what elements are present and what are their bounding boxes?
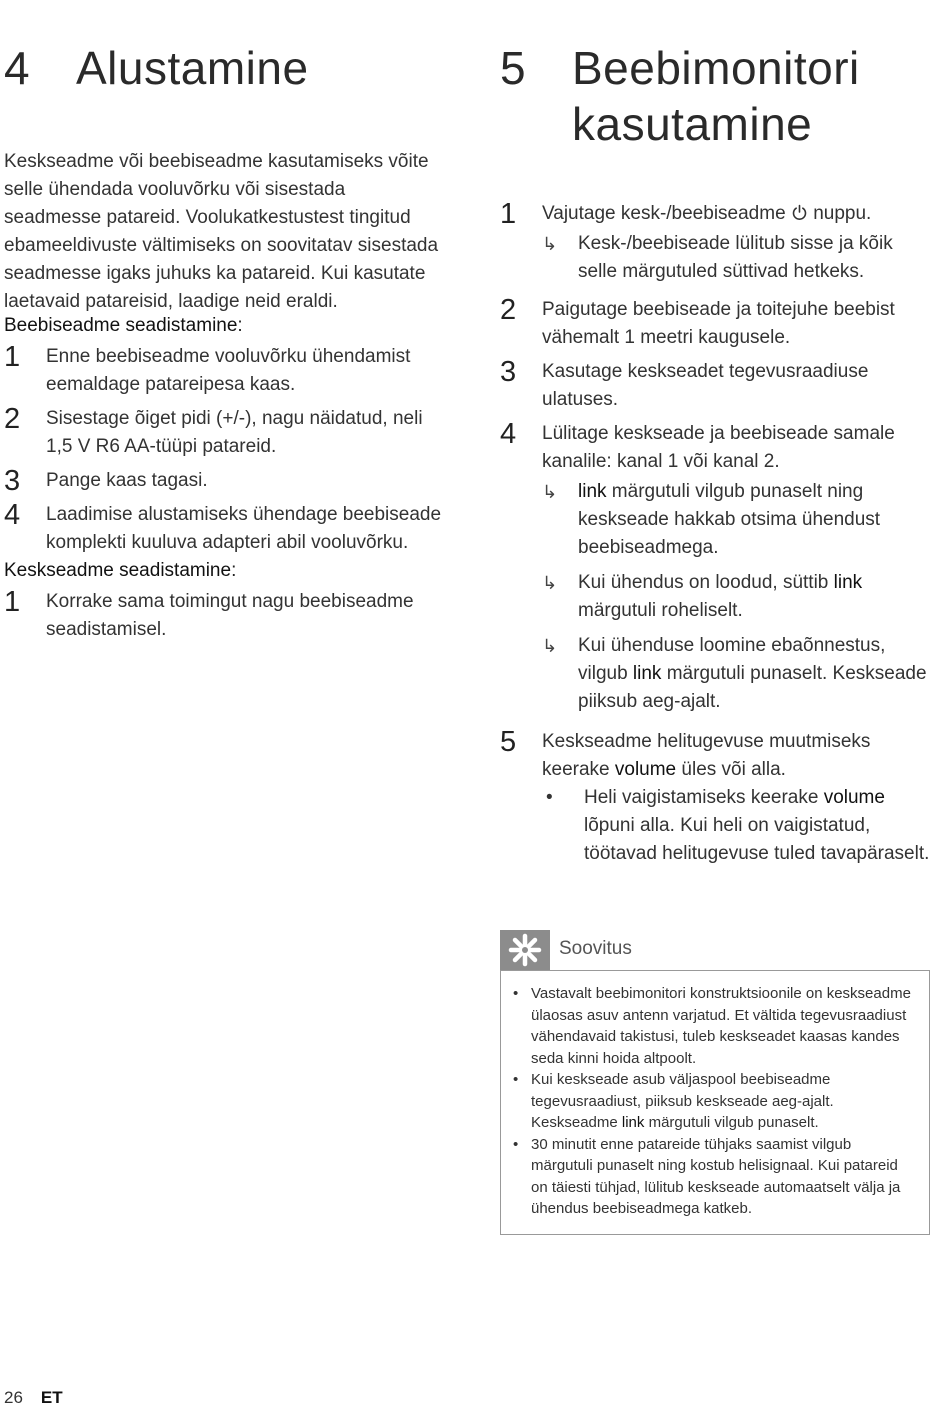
step-item <box>500 728 930 868</box>
bullet-dot: • <box>513 1071 519 1088</box>
asterisk-icon <box>500 930 550 970</box>
tip-item <box>511 983 913 1069</box>
step-item <box>4 467 449 495</box>
step-item <box>500 296 930 352</box>
tip-title: Soovitus <box>559 938 632 959</box>
step-result <box>542 632 930 716</box>
step-item <box>4 343 449 399</box>
step-result <box>542 569 930 625</box>
step-item <box>500 420 930 716</box>
parent-setup-heading-text: Keskseadme seadistamine <box>4 560 232 581</box>
section-title: Alustamine <box>76 42 309 94</box>
usage-steps <box>500 200 930 868</box>
tip-body <box>500 970 930 1235</box>
language-code: ET <box>40 1388 63 1407</box>
step-text: Kasutage keskseadet tegevusraadiuse ulatuses. <box>542 361 869 410</box>
section-title: Beebimonitori kasutamine <box>572 42 860 150</box>
step-text: Vajutage kesk-/beebiseadme <box>542 203 791 224</box>
baby-setup-heading-text: Beebiseadme seadistamine <box>4 315 238 336</box>
result-arrow-icon: ↳ <box>542 234 558 254</box>
tip-text: märgutuli vilgub punaselt. <box>644 1114 819 1131</box>
step-text: Pange kaas tagasi. <box>46 470 208 491</box>
step-number: 5 <box>500 726 517 758</box>
tip-item <box>511 1069 913 1134</box>
intro-paragraph: Keskseadme või beebiseadme kasutamiseks võite selle ühendada vooluvõrku või sisestada seadmesse patareid. Voolukatkestustest tingitud ebameeldivuste vältimiseks on soovitatav sisestada seadmesse igaks juhuks ka patareid. Kui kasutate laetavaid patareisid, laadige neid eraldi. <box>4 151 439 312</box>
step-number: 1 <box>4 586 21 618</box>
step-number: 2 <box>4 403 21 435</box>
link-label: link <box>833 572 863 593</box>
link-label: link <box>578 481 607 502</box>
result-text: Kui ühenduse loomine ebaõnnestus, vilgub <box>578 635 886 684</box>
tip-item <box>511 1134 913 1220</box>
result-text: märgutuli roheliselt. <box>578 600 743 621</box>
bullet-dot: • <box>546 787 553 808</box>
step-text: Keskseadme helitugevuse muutmiseks keerake <box>542 731 871 780</box>
step-result <box>542 230 930 286</box>
step-number: 4 <box>500 418 517 450</box>
result-arrow-icon: ↳ <box>542 636 558 656</box>
page-number: 26 <box>4 1388 23 1407</box>
step-number: 2 <box>500 294 517 326</box>
result-text: Kui ühendus on loodud, süttib <box>578 572 834 593</box>
section-number: 4 <box>4 42 31 94</box>
tip-header <box>500 930 930 970</box>
usage-instructions <box>500 200 930 868</box>
step-text: nuppu. <box>807 203 872 224</box>
parent-setup-heading <box>4 557 449 585</box>
step-item <box>4 405 449 461</box>
step-number: 1 <box>4 341 21 373</box>
heading-colon: : <box>231 560 237 581</box>
section-number: 5 <box>500 42 527 94</box>
result-text: märgutuli vilgub punaselt ning keskseade hakkab otsima ühendust beebiseadmega. <box>578 481 881 558</box>
tip-text: Kui keskseade asub väljaspool beebiseadme tegevusraadiust, piiksub keskseade aeg-ajalt. Keskseadme <box>531 1071 834 1131</box>
result-arrow-icon: ↳ <box>542 573 558 593</box>
setup-instructions <box>4 312 449 644</box>
step-number: 1 <box>500 198 517 230</box>
step-text: Sisestage õiget pidi (+/-), nagu näidatud, neli 1,5 V R6 AA-tüüpi patareid. <box>46 408 423 457</box>
step-text: Lülitage keskseade ja beebiseade samale kanalile: kanal 1 või kanal 2. <box>542 423 895 472</box>
step-text: Laadimise alustamiseks ühendage beebiseade komplekti kuuluva adapteri abil vooluvõrku. <box>46 504 442 553</box>
step-item <box>4 588 449 644</box>
result-text: märgutuli punaselt. Keskseade piiksub aeg-ajalt. <box>578 663 927 712</box>
link-label: link <box>621 1114 645 1131</box>
tip-text: 30 minutit enne patareide tühjaks saamist vilgub märgutuli punaselt ning kostub helisignaal. Kui patareid on täiesti tühjad, lülitub keskseade automaatselt välja ja ühendus beebiseadmega katkeb. <box>531 1135 901 1217</box>
step-text: Paigutage beebiseade ja toitejuhe beebist vähemalt 1 meetri kaugusele. <box>542 299 895 348</box>
step-item <box>4 501 449 557</box>
step-bullet <box>542 784 930 868</box>
result-text: Kesk-/beebiseade lülitub sisse ja kõik selle märgutuled süttivad hetkeks. <box>578 233 893 282</box>
volume-label: volume <box>823 787 885 808</box>
bullet-dot: • <box>513 985 519 1002</box>
parent-setup-steps <box>4 588 449 644</box>
step-number: 4 <box>4 499 21 531</box>
result-arrow-icon: ↳ <box>542 482 558 502</box>
step-text: Enne beebiseadme vooluvõrku ühendamist eemaldage patareipesa kaas. <box>46 346 411 395</box>
bullet-text: lõpuni alla. Kui heli on vaigistatud, töötavad helitugevuse tuled tavapäraselt. <box>584 815 930 864</box>
tip-list <box>511 983 913 1220</box>
heading-colon: : <box>237 315 243 336</box>
baby-setup-steps <box>4 343 449 557</box>
section-5-heading <box>500 40 912 152</box>
section-4-heading <box>4 40 309 96</box>
bullet-dot: • <box>513 1135 519 1153</box>
baby-setup-heading <box>4 312 449 340</box>
step-number: 3 <box>4 465 21 497</box>
link-label: link <box>632 663 662 684</box>
step-result <box>542 478 930 562</box>
step-item <box>500 358 930 414</box>
tip-box <box>500 930 930 1235</box>
tip-text: Vastavalt beebimonitori konstruktsioonile on keskseadme ülaosas asuv antenn varjatud. Et vältida tegevusraadiust vähendavaid takistusi, tuleb keskseadet kaasas kandes seda kinni hoida altpoolt. <box>531 985 911 1067</box>
page-footer <box>4 1388 63 1408</box>
step-item <box>500 200 930 286</box>
step-number: 3 <box>500 356 517 388</box>
power-icon <box>791 202 808 230</box>
step-text: Korrake sama toimingut nagu beebiseadme seadistamisel. <box>46 591 414 640</box>
volume-label: volume <box>614 759 677 780</box>
bullet-text: Heli vaigistamiseks keerake <box>584 787 824 808</box>
step-text: üles või alla. <box>676 759 786 780</box>
